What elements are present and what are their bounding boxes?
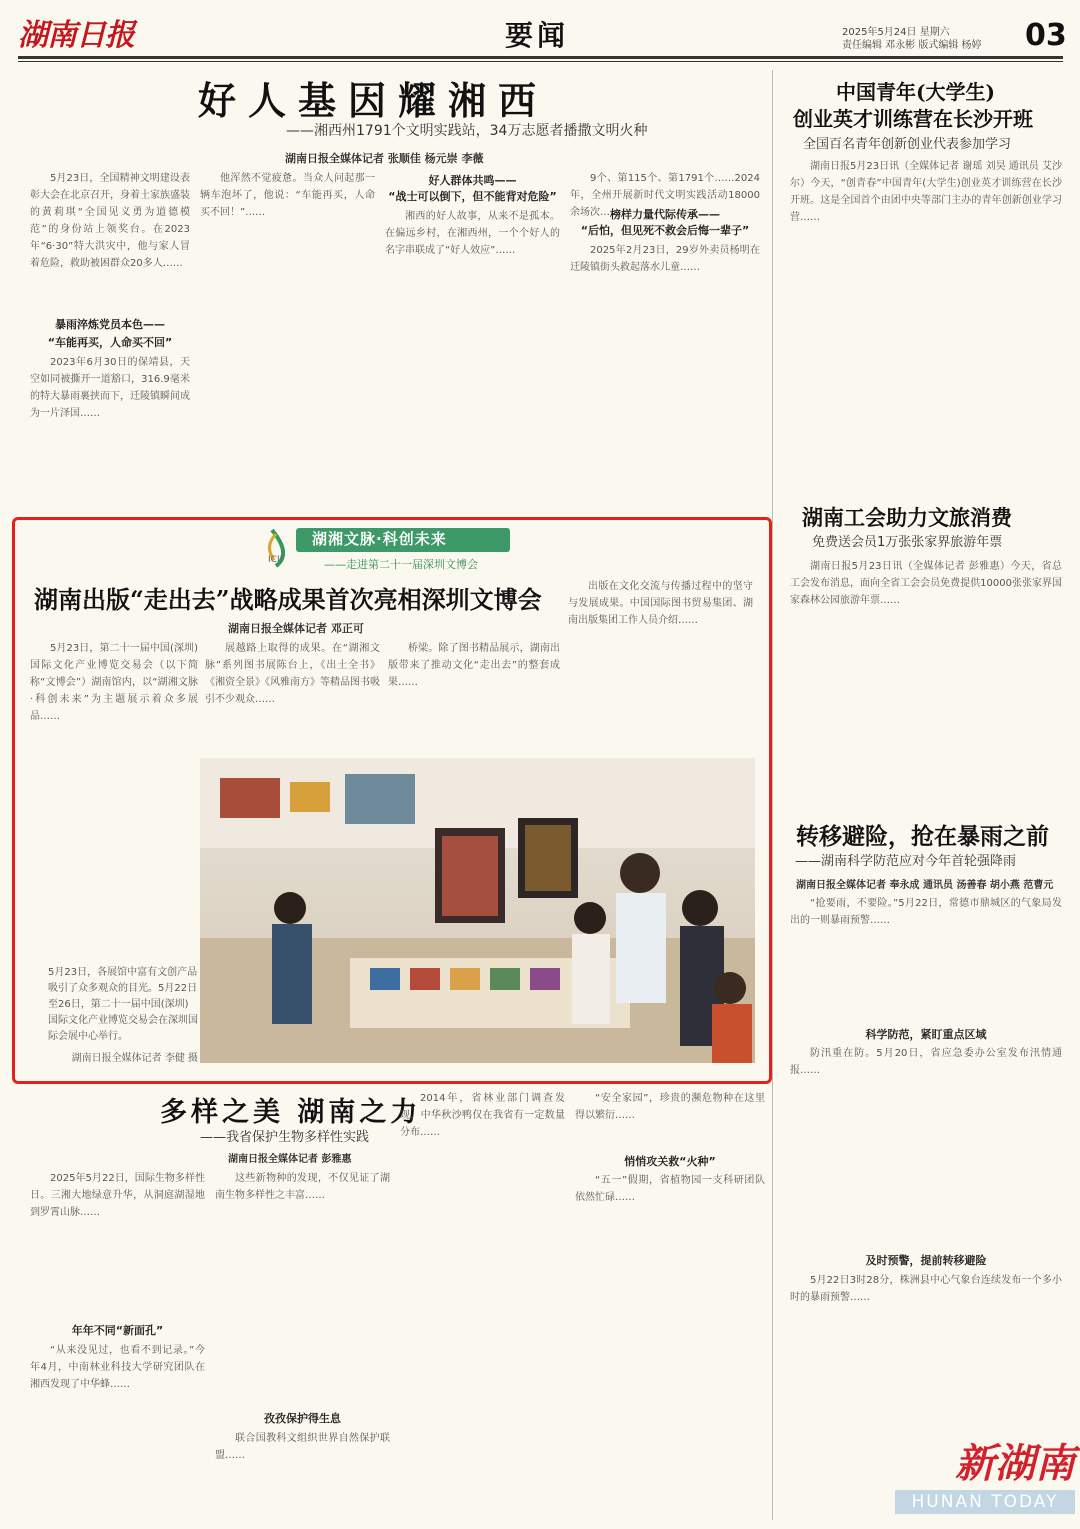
feature-col2: 展越路上取得的成果。在“湖湘文脉”系列图书展陈台上，《出土全书》《湘资全景》《风雅南方》等精品图书吸引不少观众…… [205, 643, 380, 705]
article1-col3: 湘西的好人故事，从来不是孤本。在偏远乡村，在湘西州，一个个好人的名字串联成了“好人效应”…… [385, 211, 560, 256]
article3-col3: 2014年，省林业部门调查发现，中华秋沙鸭仅在我省有一定数量分布…… [400, 1093, 565, 1138]
side1-body: 湖南日报5月23日讯（全媒体记者 谢瑶 刘昊 通讯员 艾沙尔）今天，“创青春”中国青年(大学生)创业英才训练营在长沙开班。这是全国首个由团中央等部门主办的青年创新创业学习营…… [790, 161, 1062, 223]
side3-body: “抢要雨，不要险。”5月22日，常德市鼎城区的气象局发出的一则暴雨预警…… [790, 898, 1062, 926]
article1-byline: 湖南日报全媒体记者 张顺佳 杨元崇 李薇 [285, 152, 484, 165]
banner-logo: ICIF [268, 555, 285, 565]
column-divider [772, 70, 773, 1520]
masthead-rule [18, 56, 1063, 59]
side3-byline: 湖南日报全媒体记者 奉永成 通讯员 汤善春 胡小燕 范曹元 [796, 880, 1054, 891]
article3-col1b: “从来没见过，也看不到记录。”今年4月，中南林业科技大学研究团队在湘西发现了中华蜂…… [30, 1345, 205, 1390]
article1-subhead-c: 榜样力量代际传承—— [610, 208, 720, 221]
watermark-en: HUNAN TODAY [895, 1490, 1075, 1514]
article3-subtitle: ——我省保护生物多样性实践 [200, 1130, 370, 1145]
exhibition-photo [200, 758, 755, 1063]
photo-caption-text: 5月23日，各展馆中富有文创产品吸引了众多观众的目光。5月22日至26日，第二十一届中国(深圳)国际文化产业博览交易会在深圳国际会展中心举行。 [48, 967, 198, 1042]
exhibition-photo-graphic [200, 758, 755, 1063]
article1-col2: 他浑然不觉疲惫。当众人问起那一辆车泡坏了，他说：“车能再买，人命买不回！”…… [200, 173, 375, 218]
banner-main: 湖湘文脉·科创未来 [312, 530, 447, 548]
article1-col4: 9个、第115个、第1791个……2024年，全州开展新时代文明实践活动18000余场次…… [570, 173, 760, 218]
article1-title: 好人基因耀湘西 [198, 78, 549, 123]
article1-col1: 5月23日，全国精神文明建设表彰大会在北京召开，身着土家族盛装的黄莉琪“全国见义勇为道德模范”的身份站上领奖台。在2023年“6·30”特大洪灾中，他与家人冒着危险，救助被困群众20多人…… [30, 173, 190, 269]
watermark-cn: 新湖南 [955, 1440, 1075, 1487]
article3-byline: 湖南日报全媒体记者 彭雅惠 [228, 1154, 352, 1165]
feature-byline: 湖南日报全媒体记者 邓正可 [228, 622, 364, 635]
feature-title: 湖南出版“走出去”战略成果首次亮相深圳文博会 [34, 585, 542, 614]
side3-subhead-1: 科学防范，紧盯重点区域 [865, 1028, 987, 1041]
date-text: 2025年5月24日 星期六 [842, 27, 950, 38]
editors-text: 责任编辑 邓永彬 版式编辑 杨婷 [842, 40, 982, 51]
article1-col1b: 2023年6月30日的保靖县，天空如同被撕开一道豁口，316.9毫米的特大暴雨裹挟而下，迁陵镇瞬间成为一片泽国…… [30, 357, 190, 419]
banner-sub: ——走进第二十一届深圳文博会 [324, 558, 478, 571]
side3-subtitle: ——湖南科学防范应对今年首轮强降雨 [795, 854, 1017, 869]
side2-body: 湖南日报5月23日讯（全媒体记者 彭雅惠）今天，省总工会发布消息，面向全省工会会员免费提供10000张张家界国家森林公园旅游年票…… [790, 561, 1062, 606]
side2-subtitle: 免费送会员1万张张家界旅游年票 [812, 535, 1003, 550]
side3-subhead-2: 及时预警，提前转移避险 [865, 1254, 987, 1267]
date-line [842, 26, 1022, 52]
article1-subtitle: ——湘西州1791个文明实践站，34万志愿者播撒文明火种 [286, 123, 648, 139]
section-title: 要闻 [505, 19, 570, 52]
article3-col2: 这些新物种的发现，不仅见证了湖南生物多样性之丰富…… [215, 1173, 390, 1201]
article1-subhead-b: 好人群体共鸣—— [428, 174, 517, 187]
article1-quote-b: “战士可以倒下，但不能背对危险” [388, 190, 557, 203]
page-number: 03 [1025, 18, 1067, 53]
article3-col2b: 联合国教科文组织世界自然保护联盟…… [215, 1433, 390, 1461]
article3-col4: “安全家园”，珍贵的濒危物种在这里得以繁衍…… [575, 1093, 765, 1121]
article1-subhead-a: 暴雨淬炼党员本色—— [55, 318, 165, 331]
photo-caption [48, 965, 198, 1067]
article3-subhead-b: 孜孜保护得生息 [264, 1412, 341, 1425]
article3-subhead-c: 悄悄攻关救“火种” [624, 1155, 716, 1168]
article3-subhead-a: 年年不同“新面孔” [71, 1324, 164, 1337]
photo-credit: 湖南日报全媒体记者 李健 摄 [71, 1053, 198, 1064]
article3-title: 多样之美 湖南之力 [160, 1097, 422, 1128]
article3-col1: 2025年5月22日，国际生物多样性日。三湘大地绿意升华，从洞庭湖湿地到罗霄山脉…… [30, 1173, 205, 1218]
side1-title-2: 创业英才训练营在长沙开班 [793, 107, 1033, 131]
feature-col3: 桥梁。除了图书精品展示，湖南出版带来了推动文化“走出去”的整套成果…… [388, 643, 560, 688]
side3-body3: 5月22日3时28分，株洲县中心气象台连续发布一个多小时的暴雨预警…… [790, 1275, 1062, 1303]
article1-quote-a: “车能再买，人命买不回” [47, 336, 173, 349]
feature-col1: 5月23日，第二十一届中国(深圳)国际文化产业博览交易会（以下简称“文博会”）湖南馆内，以“湖湘文脉·科创未来”为主题展示着众多展品…… [30, 643, 198, 722]
side1-title-1: 中国青年(大学生) [836, 80, 995, 104]
article1-quote-c: “后怕，但见死不救会后悔一辈子” [580, 224, 750, 237]
feature-col4: 出版在文化交流与传播过程中的坚守与发展成果。中国国际图书贸易集团、湖南出版集团工作人员介绍…… [568, 581, 753, 626]
article1-col4b: 2025年2月23日，29岁外卖员杨明在迁陵镇街头救起落水儿童…… [570, 245, 760, 273]
side3-title: 转移避险，抢在暴雨之前 [796, 823, 1049, 850]
newspaper-logo: 湖南日报 [18, 18, 134, 53]
side2-title: 湖南工会助力文旅消费 [802, 505, 1012, 530]
side1-subtitle: 全国百名青年创新创业代表参加学习 [803, 137, 1012, 152]
masthead-rule-thin [18, 61, 1063, 62]
side3-body2: 防汛重在防。5月20日，省应急委办公室发布汛情通报…… [790, 1048, 1062, 1076]
article3-col4b: “五一”假期，省植物园一支科研团队依然忙碌…… [575, 1175, 765, 1203]
hunan-today-watermark [895, 1440, 1075, 1525]
